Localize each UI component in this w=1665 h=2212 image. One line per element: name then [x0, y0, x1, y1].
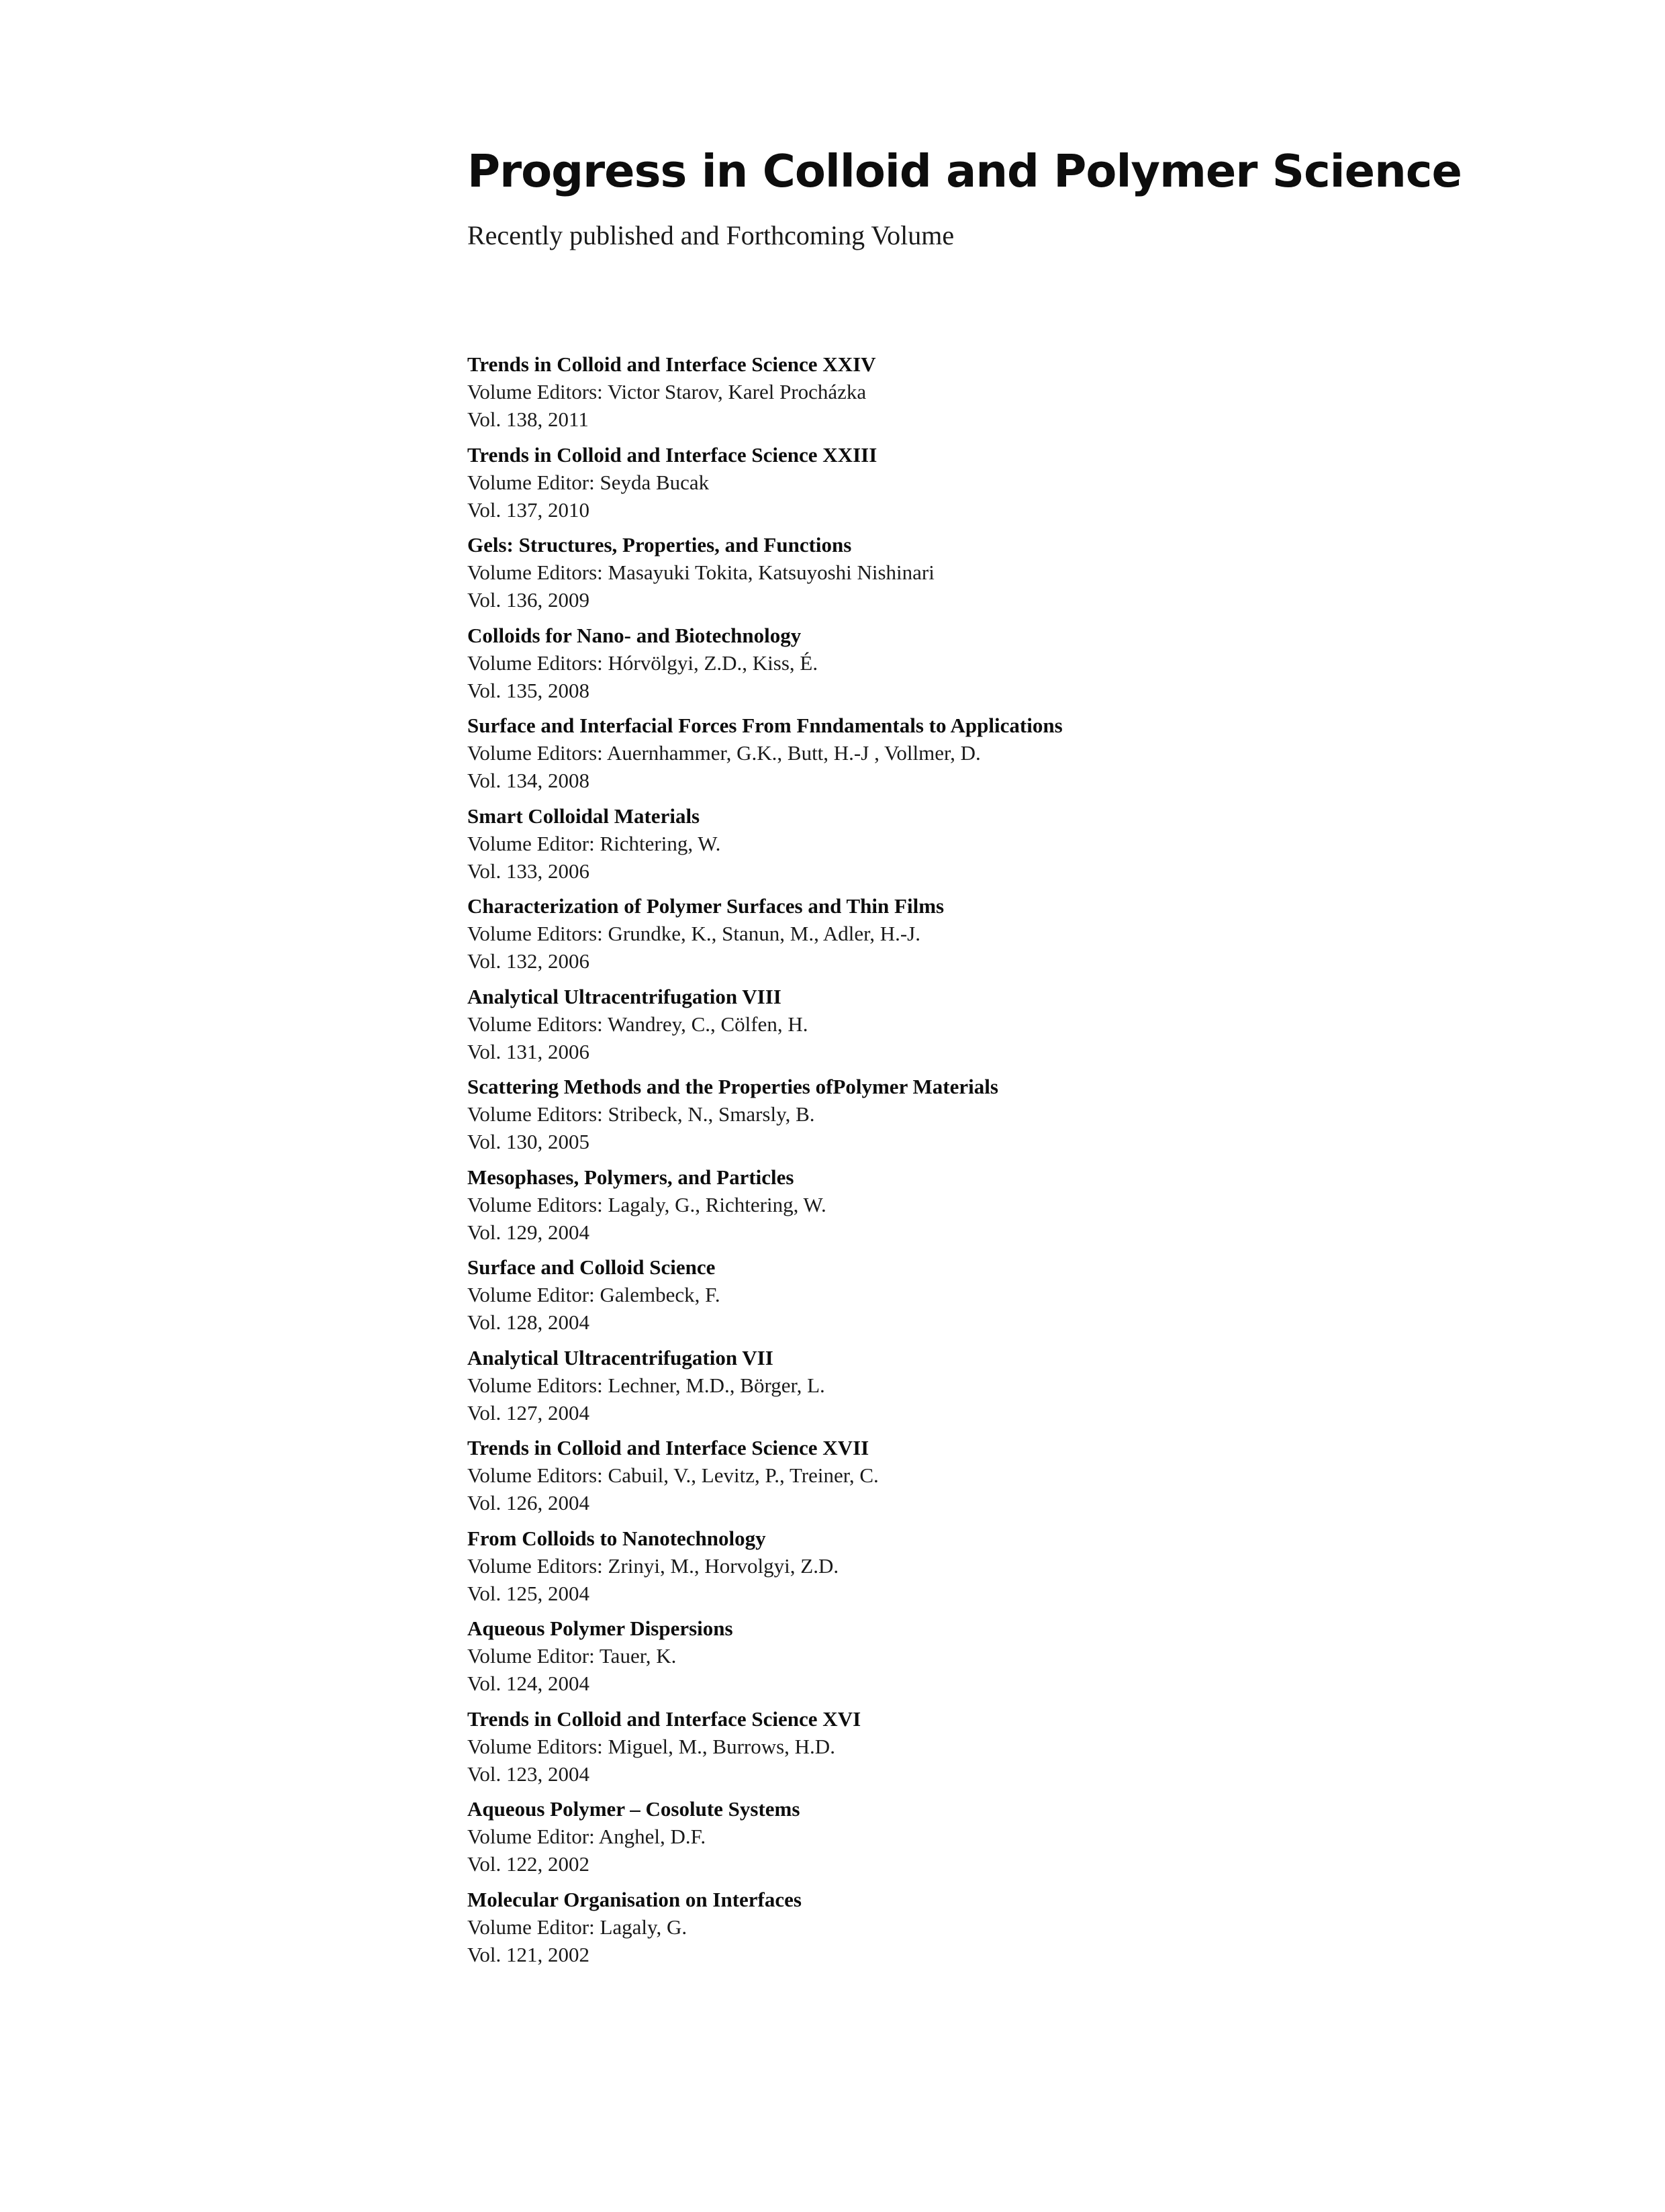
volume-title: Mesophases, Polymers, and Particles [467, 1165, 794, 1189]
volume-entry [467, 1163, 1609, 1254]
volume-number-year: Vol. 132, 2006 [467, 949, 590, 973]
volume-editors: Volume Editors: Victor Starov, Karel Procházka [467, 380, 867, 403]
volume-entry [467, 1795, 1609, 1886]
series-subtitle: Recently published and Forthcoming Volume [467, 220, 955, 250]
volume-title: Scattering Methods and the Properties ofPolymer Materials [467, 1075, 998, 1098]
volume-entry [467, 1253, 1609, 1344]
volume-title: Analytical Ultracentrifugation VIII [467, 984, 781, 1008]
volume-entry [467, 350, 1609, 441]
volume-editors: Volume Editors: Wandrey, C., Cölfen, H. [467, 1012, 808, 1036]
volume-entry [467, 712, 1609, 802]
volume-number-year: Vol. 133, 2006 [467, 859, 590, 883]
volume-title: Trends in Colloid and Interface Science XVI [467, 1706, 861, 1731]
volume-entry [467, 1344, 1609, 1435]
volume-title: Aqueous Polymer Dispersions [467, 1617, 733, 1640]
series-title: Progress in Colloid and Polymer Science [467, 145, 1462, 197]
volume-entry [467, 441, 1609, 532]
volume-editors: Volume Editor: Lagaly, G. [467, 1915, 687, 1939]
volume-editors: Volume Editors: Lagaly, G., Richtering, W. [467, 1192, 826, 1216]
volume-editors: Volume Editors: Masayuki Tokita, Katsuyoshi Nishinari [467, 561, 935, 584]
volume-title: Trends in Colloid and Interface Science XXIII [467, 442, 877, 467]
volume-number-year: Vol. 138, 2011 [467, 407, 589, 431]
volume-title: Surface and Colloid Science [467, 1255, 716, 1279]
volume-number-year: Vol. 135, 2008 [467, 678, 590, 702]
volume-title: Smart Colloidal Materials [467, 804, 700, 828]
volume-editors: Volume Editors: Lechner, M.D., Börger, L. [467, 1373, 825, 1397]
volume-number-year: Vol. 122, 2002 [467, 1852, 590, 1876]
volume-number-year: Vol. 127, 2004 [467, 1400, 590, 1425]
volume-editors: Volume Editors: Auernhammer, G.K., Butt, H.-J , Vollmer, D. [467, 741, 981, 765]
volume-editors: Volume Editors: Zrinyi, M., Horvolgyi, Z.D. [467, 1553, 839, 1578]
volume-title: Gels: Structures, Properties, and Functions [467, 533, 852, 557]
volume-number-year: Vol. 123, 2004 [467, 1762, 590, 1786]
volume-number-year: Vol. 128, 2004 [467, 1310, 590, 1334]
volume-number-year: Vol. 121, 2002 [467, 1942, 590, 1966]
volume-entry [467, 1073, 1609, 1163]
volume-editors: Volume Editor: Richtering, W. [467, 831, 721, 855]
volume-number-year: Vol. 134, 2008 [467, 769, 590, 792]
page-header [467, 145, 1609, 250]
volume-title: Molecular Organisation on Interfaces [467, 1887, 802, 1911]
volume-title: Surface and Interfacial Forces From Fnndamentals to Applications [467, 714, 1063, 737]
volume-entry [467, 1886, 1609, 1976]
volume-number-year: Vol. 125, 2004 [467, 1581, 590, 1605]
volume-entry [467, 1705, 1609, 1796]
volume-editors: Volume Editors: Grundke, K., Stanun, M., Adler, H.-J. [467, 922, 920, 945]
volume-number-year: Vol. 126, 2004 [467, 1491, 590, 1514]
volume-title: Colloids for Nano- and Biotechnology [467, 623, 802, 647]
volume-editors: Volume Editor: Seyda Bucak [467, 470, 710, 494]
volume-title: Aqueous Polymer – Cosolute Systems [467, 1797, 800, 1821]
volume-entry [467, 1525, 1609, 1615]
volume-number-year: Vol. 136, 2009 [467, 588, 590, 612]
volume-title: Characterization of Polymer Surfaces and Thin Films [467, 894, 945, 918]
volume-entry [467, 622, 1609, 712]
volume-title: Trends in Colloid and Interface Science XVII [467, 1436, 869, 1459]
volume-editors: Volume Editors: Stribeck, N., Smarsly, B. [467, 1102, 815, 1126]
volume-entry [467, 1615, 1609, 1705]
volume-editors: Volume Editor: Tauer, K. [467, 1644, 677, 1668]
volume-title: From Colloids to Nanotechnology [467, 1526, 766, 1550]
volume-number-year: Vol. 124, 2004 [467, 1672, 590, 1695]
volume-editors: Volume Editors: Miguel, M., Burrows, H.D. [467, 1734, 835, 1758]
volume-title: Analytical Ultracentrifugation VII [467, 1345, 773, 1369]
volume-number-year: Vol. 137, 2010 [467, 497, 590, 522]
volume-entry [467, 983, 1609, 1073]
volume-editors: Volume Editors: Cabuil, V., Levitz, P., Treiner, C. [467, 1463, 879, 1487]
volume-title: Trends in Colloid and Interface Science XXIV [467, 352, 876, 376]
volume-number-year: Vol. 130, 2005 [467, 1130, 590, 1153]
volume-list [467, 350, 1609, 1976]
volume-editors: Volume Editor: Anghel, D.F. [467, 1825, 706, 1848]
volume-entry [467, 802, 1609, 893]
volume-editors: Volume Editor: Galembeck, F. [467, 1283, 720, 1306]
volume-entry [467, 1434, 1609, 1525]
volume-number-year: Vol. 131, 2006 [467, 1039, 590, 1063]
volume-entry [467, 892, 1609, 983]
volume-number-year: Vol. 129, 2004 [467, 1220, 590, 1244]
volume-editors: Volume Editors: Hórvölgyi, Z.D., Kiss, É. [467, 651, 818, 675]
volume-entry [467, 531, 1609, 622]
